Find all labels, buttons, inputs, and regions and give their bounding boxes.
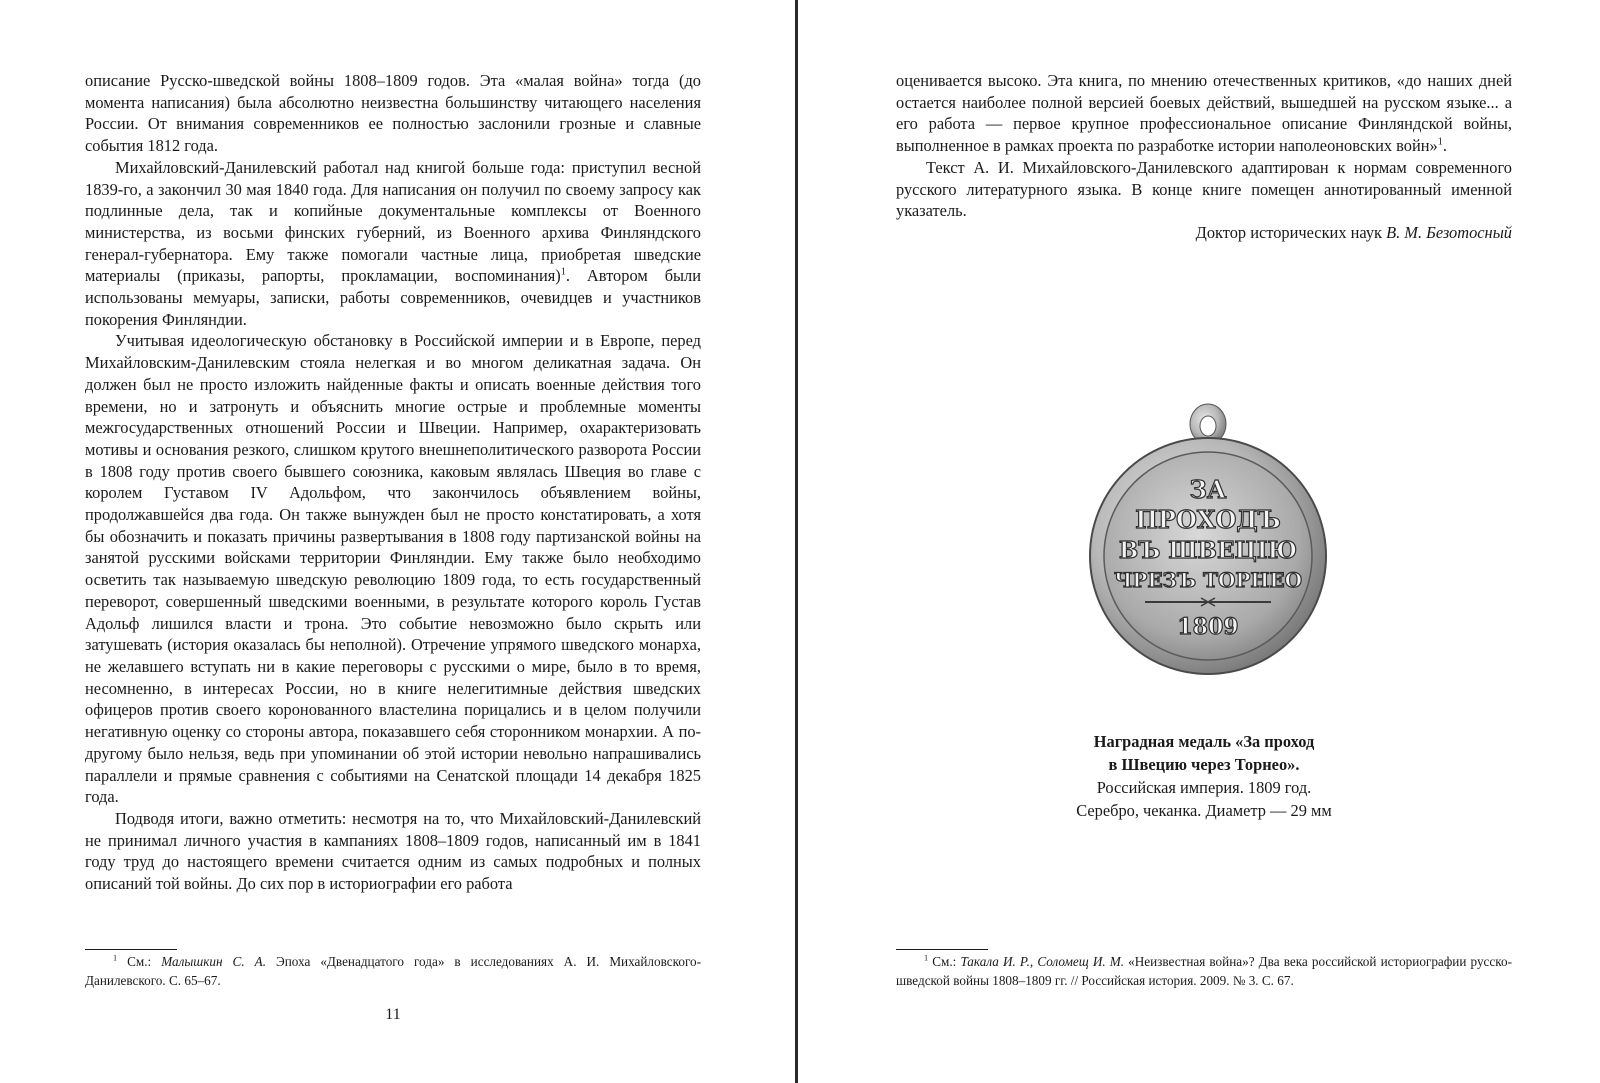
medal-inscription-line: ЗА <box>1189 475 1227 504</box>
footnote-reference[interactable]: 1 <box>1437 136 1443 148</box>
caption-title: Наградная медаль «За проход <box>1093 732 1315 751</box>
medal-caption <box>896 730 1512 822</box>
left-body-text <box>85 70 701 895</box>
left-page <box>0 0 795 1083</box>
right-page <box>800 0 1600 1083</box>
right-body-text <box>896 70 1512 244</box>
page-gutter <box>795 0 798 1083</box>
caption-line: Серебро, чеканка. Диаметр — 29 мм <box>1076 801 1332 820</box>
footnote-rule <box>85 949 177 950</box>
paragraph: Михайловский-Данилевский работал над книгой больше года: приступил весной 1839-го, а закончил 30 мая 1840 года. Для написания он получил по своему запросу как подлинные дела, так и копийные документальные комплексы от Военного министерства, из восьми финских губерний, из Военного архива Финляндского генерал-губернатора. Ему также помогали частные лица, приобретая шведские материалы (приказы, рапорты, прокламации, воспоминания)$^1$. Автором были использованы мемуары, записки, работы современников, очевидцев и участников покорения Финляндии. <box>85 157 701 329</box>
paragraph: Текст А. И. Михайловского-Данилевского адаптирован к нормам современного русского литературного языка. В конце книге помещен аннотированный именной указатель. <box>896 157 1512 221</box>
medal-inscription-line: ВЪ ШВЕЦІЮ <box>1118 537 1298 564</box>
medal-inscription-line: ПРОХОДЪ <box>1135 505 1281 534</box>
paragraph: Подводя итоги, важно отметить: несмотря на то, что Михайловский-Данилевский не принимал личного участия в кампаниях 1808–1809 годов, написанный им в 1841 году труд до настоящего времени считается одним из самых подробных и полных описаний той войны. До сих пор в историографии его работа <box>85 808 701 894</box>
page-number: 11 <box>385 1006 401 1023</box>
caption-title: в Швецию через Торнео». <box>1108 755 1300 774</box>
medal-inscription-line: ЧРЕЗЪ ТОРНЕО <box>1114 568 1302 592</box>
paragraph: оценивается высоко. Эта книга, по мнению отечественных критиков, «до наших дней остается наиболее полной версией боевых действий, вышедшей на русском языке... а его работа — первое крупное профессиональное описание Финляндской войны, выполненное в рамках проекта по разработке истории наполеоновских войн»$^1$. <box>896 71 1512 156</box>
footnote: $^1$ См.: Такала И. Р., Соломещ И. М. «Неизвестная война»? Два века российской историографии русско-шведской войны 1808–1809 гг. // Российская история. 2009. № 3. С. 67. <box>896 953 1512 988</box>
footnote-rule <box>896 949 988 950</box>
caption-line: Российская империя. 1809 год. <box>1096 778 1312 797</box>
footnote-reference[interactable]: 1 <box>560 266 566 278</box>
paragraph: описание Русско-шведской войны 1808–1809 годов. Эта «малая война» тогда (до момента написания) была абсолютно неизвестна большинству читающего населения России. От внимания современников ее полностью заслонили грозные и славные события 1812 года. <box>85 71 701 156</box>
medal-image <box>1083 402 1333 682</box>
author-signature: Доктор исторических наук В. М. Безотосный <box>1195 222 1512 242</box>
footnote: $^1$ См.: Малышкин С. А. Эпоха «Двенадцатого года» в исследованиях А. И. Михайловского-Данилевского. С. 65–67. <box>85 953 702 988</box>
paragraph: Учитывая идеологическую обстановку в Российской империи и в Европе, перед Михайловским-Данилевским стояла нелегкая и во многом деликатная задача. Он должен был не просто изложить найденные факты и описать военные действия того времени, но и затронуть и объяснить многие острые и проблемные моменты межгосударственных отношений России и Швеции. Например, охарактеризовать мотивы и основания резкого, слишком крутого внешнеполитического разворота России в 1808 году против своего бывшего союзника, каковым являлась Швеция во главе с королем Густавом IV Адольфом, что закончилось объявлением войны, продолжавшейся два года. Он также вынужден был не просто констатировать, а хотя бы обозначить и показать причины развертывания в 1808 году партизанской войны на занятой русскими войсками территории Финляндии. Ему также было необходимо осветить так называемую шведскую революцию 1809 года, то есть государственный переворот, совершенный шведскими военными, в результате которого король Густав Адольф лишился власти и трона. Это событие невозможно было скрыть или затушевать (история оказалась бы неполной). Отречение упрямого шведского монарха, не желавшего вступать ни в какие переговоры с русскими о мире, было в то время, несомненно, в интересах России, но в книге нелегитимные действия шведских офицеров против своего коронованного властелина порицались и в целом получили негативную оценку со стороны автора, показавшего себя сторонником монархии. А по-другому было нельзя, ведь при упоминании об этой истории невольно напрашивались параллели и прямые сравнения с событиями на Сенатской площади 14 декабря 1825 года. <box>85 331 701 807</box>
medal-year: 1809 <box>1177 614 1239 640</box>
